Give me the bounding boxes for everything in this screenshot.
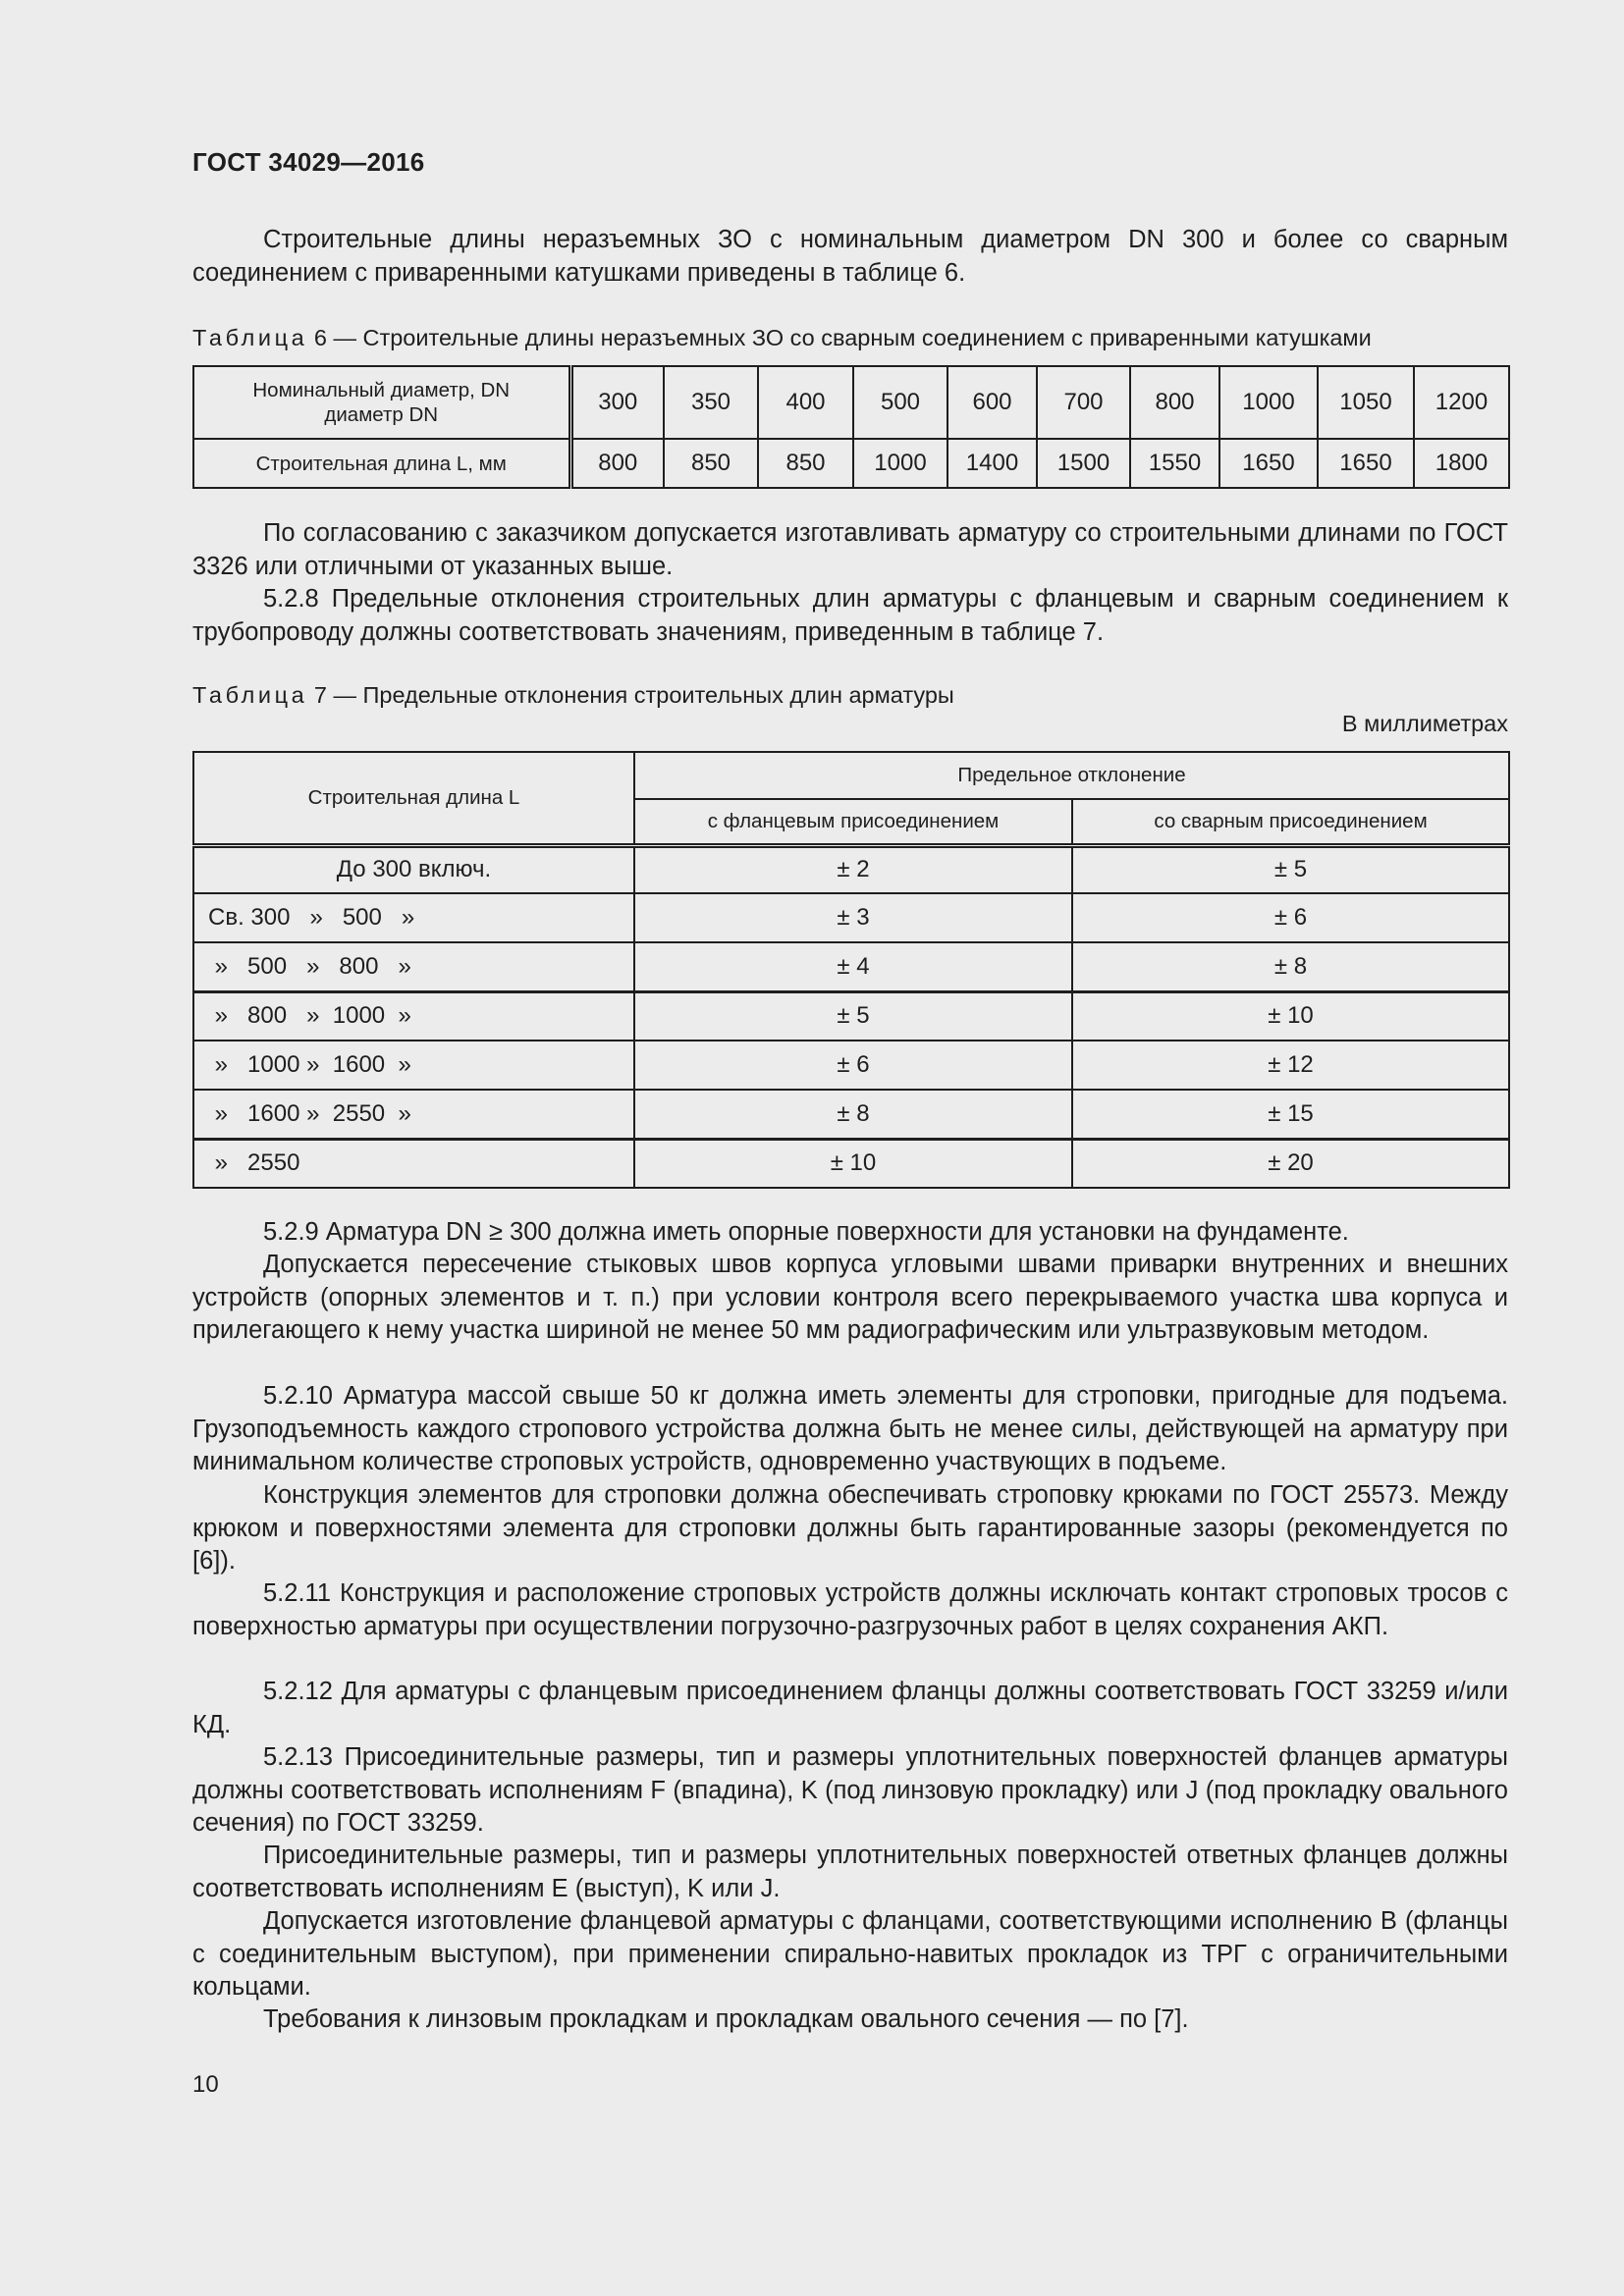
table7-weld-cell: ± 10 bbox=[1072, 991, 1509, 1041]
table7-range-cell: » 800 » 1000 » bbox=[193, 991, 634, 1041]
table7-range-cell: » 1000 » 1600 » bbox=[193, 1041, 634, 1090]
table7-flange-cell: ± 6 bbox=[634, 1041, 1072, 1090]
table7-range-cell: Св. 300 » 500 » bbox=[193, 893, 634, 942]
paragraph-5-2-10: 5.2.10 Арматура массой свыше 50 кг должна иметь элементы для строповки, пригодные для подъема. Грузоподъемность каждого стропового устройства должна быть не менее силы, действующей на арматуру при минимальном количестве строповых устройств, одновременно участвующих в подъеме. bbox=[192, 1382, 1508, 1475]
paragraph-after-table6: По согласованию с заказчиком допускается изготавливать арматуру со строительными длинами по ГОСТ 3326 или отличными от указанных выше. bbox=[192, 519, 1508, 580]
paragraph-5-2-12: 5.2.12 Для арматуры с фланцевым присоединением фланцы должны соответствовать ГОСТ 33259 и/или КД. bbox=[192, 1678, 1508, 1738]
paragraph-mating-flanges: Присоединительные размеры, тип и размеры уплотнительных поверхностей ответных фланцев должны соответствовать исполнениям E (выступ), K или J. bbox=[192, 1842, 1508, 1902]
table6-length-label: Строительная длина L, мм bbox=[193, 439, 570, 488]
table6-cell: 850 bbox=[758, 439, 853, 488]
paragraph-flange-b: Допускается изготовление фланцевой арматуры с фланцами, соответствующими исполнению B (фланцы с соединительным выступом), при применении спирально-навитых прокладок из ТРГ с ограничительными кольцами. bbox=[192, 1907, 1508, 2001]
paragraph-weld-intersection: Допускается пересечение стыковых швов корпуса угловыми швами приварки внутренних и внешних устройств (опорных элементов и т. п.) при условии контроля всего перекрываемого участка шва корпуса и прилегающего к нему участка шириной не менее 50 мм радиографическим или ультразвуковым методом. bbox=[192, 1251, 1508, 1344]
table7-flange-cell: ± 5 bbox=[634, 991, 1072, 1041]
table6-caption-text: 6 — Строительные длины неразъемных ЗО со сварным соединением с приваренными катушками bbox=[307, 325, 1372, 350]
table6-cell: 1000 bbox=[853, 439, 947, 488]
table6-diameter-row bbox=[193, 366, 1509, 439]
table7-flange-cell: ± 2 bbox=[634, 845, 1072, 893]
table6-caption-label: Таблица bbox=[192, 325, 308, 350]
table7-range-cell: » 1600 » 2550 » bbox=[193, 1090, 634, 1139]
table6-caption bbox=[192, 323, 1372, 352]
table6-cell: 1800 bbox=[1414, 439, 1509, 488]
table6-cell: 1000 bbox=[1219, 366, 1318, 439]
table-row bbox=[193, 942, 1509, 991]
paragraph-gaskets: Требования к линзовым прокладкам и прокладкам овального сечения — по [7]. bbox=[263, 2005, 1189, 2033]
table-row bbox=[193, 845, 1509, 893]
table6-cell: 800 bbox=[570, 439, 664, 488]
table7-col-flange-header: с фланцевым присоединением bbox=[634, 799, 1072, 845]
table7-flange-cell: ± 10 bbox=[634, 1139, 1072, 1188]
table7-flange-cell: ± 3 bbox=[634, 893, 1072, 942]
table7-weld-cell: ± 8 bbox=[1072, 942, 1509, 991]
table7-col-length-header: Строительная длина L bbox=[193, 752, 634, 845]
table6-cell: 350 bbox=[664, 366, 758, 439]
table6-cell: 700 bbox=[1037, 366, 1130, 439]
table6-cell: 600 bbox=[947, 366, 1037, 439]
document-header: ГОСТ 34029—2016 bbox=[192, 147, 425, 177]
table6-diameter-label bbox=[193, 366, 570, 439]
table7-weld-cell: ± 20 bbox=[1072, 1139, 1509, 1188]
table-row bbox=[193, 1041, 1509, 1090]
table6-cell: 500 bbox=[853, 366, 947, 439]
table6-cell: 800 bbox=[1130, 366, 1219, 439]
table7-range-cell: До 300 включ. bbox=[193, 845, 634, 893]
table7 bbox=[192, 751, 1510, 1189]
table7-weld-cell: ± 12 bbox=[1072, 1041, 1509, 1090]
table6-diameter-label-line2: диаметр DN bbox=[324, 403, 439, 426]
table7-weld-cell: ± 5 bbox=[1072, 845, 1509, 893]
table-row bbox=[193, 1139, 1509, 1188]
table6-cell: 1550 bbox=[1130, 439, 1219, 488]
table6-cell: 400 bbox=[758, 366, 853, 439]
table6-cell: 1650 bbox=[1318, 439, 1414, 488]
table6-cell: 1500 bbox=[1037, 439, 1130, 488]
table7-flange-cell: ± 4 bbox=[634, 942, 1072, 991]
table7-caption-text: 7 — Предельные отклонения строительных длин арматуры bbox=[307, 682, 954, 708]
table7-header-row bbox=[193, 752, 1509, 799]
table-row bbox=[193, 893, 1509, 942]
table-row bbox=[193, 1090, 1509, 1139]
table7-range-cell: » 500 » 800 » bbox=[193, 942, 634, 991]
page-number: 10 bbox=[192, 2071, 219, 2098]
table7-col-weld-header: со сварным присоединением bbox=[1072, 799, 1509, 845]
table6-diameter-label-line1: Номинальный диаметр, DN bbox=[252, 379, 511, 401]
paragraph-5-2-9: 5.2.9 Арматура DN ≥ 300 должна иметь опорные поверхности для установки на фундаменте. bbox=[263, 1218, 1349, 1246]
table7-range-cell: » 2550 bbox=[193, 1139, 634, 1188]
table7-flange-cell: ± 8 bbox=[634, 1090, 1072, 1139]
table7-caption bbox=[192, 680, 954, 710]
paragraph-5-2-11: 5.2.11 Конструкция и расположение строповых устройств должны исключать контакт строповых тросов с поверхностью арматуры при осуществлении погрузочно-разгрузочных работ в целях сохранения АКП. bbox=[192, 1579, 1508, 1640]
table7-weld-cell: ± 6 bbox=[1072, 893, 1509, 942]
paragraph-sling-construction: Конструкция элементов для строповки должна обеспечивать строповку крюками по ГОСТ 25573. Между крюком и поверхностями элемента для строповки должны быть гарантированные зазоры (рекомендуется по [6]). bbox=[192, 1481, 1508, 1575]
table6-length-row bbox=[193, 439, 1509, 488]
table7-units: В миллиметрах bbox=[1341, 711, 1508, 736]
table6-cell: 850 bbox=[664, 439, 758, 488]
table6-cell: 300 bbox=[570, 366, 664, 439]
table7-group-header: Предельное отклонение bbox=[634, 752, 1509, 799]
table-row bbox=[193, 991, 1509, 1041]
table6 bbox=[192, 365, 1510, 489]
table6-cell: 1050 bbox=[1318, 366, 1414, 439]
table7-caption-label: Таблица bbox=[192, 682, 308, 708]
table7-weld-cell: ± 15 bbox=[1072, 1090, 1509, 1139]
table6-cell: 1400 bbox=[947, 439, 1037, 488]
table6-cell: 1200 bbox=[1414, 366, 1509, 439]
table6-cell: 1650 bbox=[1219, 439, 1318, 488]
paragraph-5-2-8: 5.2.8 Предельные отклонения строительных длин арматуры с фланцевым и сварным соединением к трубопроводу должны соответствовать значениям, приведенным в таблице 7. bbox=[192, 585, 1508, 646]
intro-paragraph: Строительные длины неразъемных ЗО с номинальным диаметром DN 300 и более со сварным соединением с приваренными катушками приведены в таблице 6. bbox=[192, 226, 1508, 287]
paragraph-5-2-13: 5.2.13 Присоединительные размеры, тип и размеры уплотнительных поверхностей фланцев арматуры должны соответствовать исполнениям F (впадина), K (под линзовую прокладку) или J (под прокладку овального сечения) по ГОСТ 33259. bbox=[192, 1743, 1508, 1837]
